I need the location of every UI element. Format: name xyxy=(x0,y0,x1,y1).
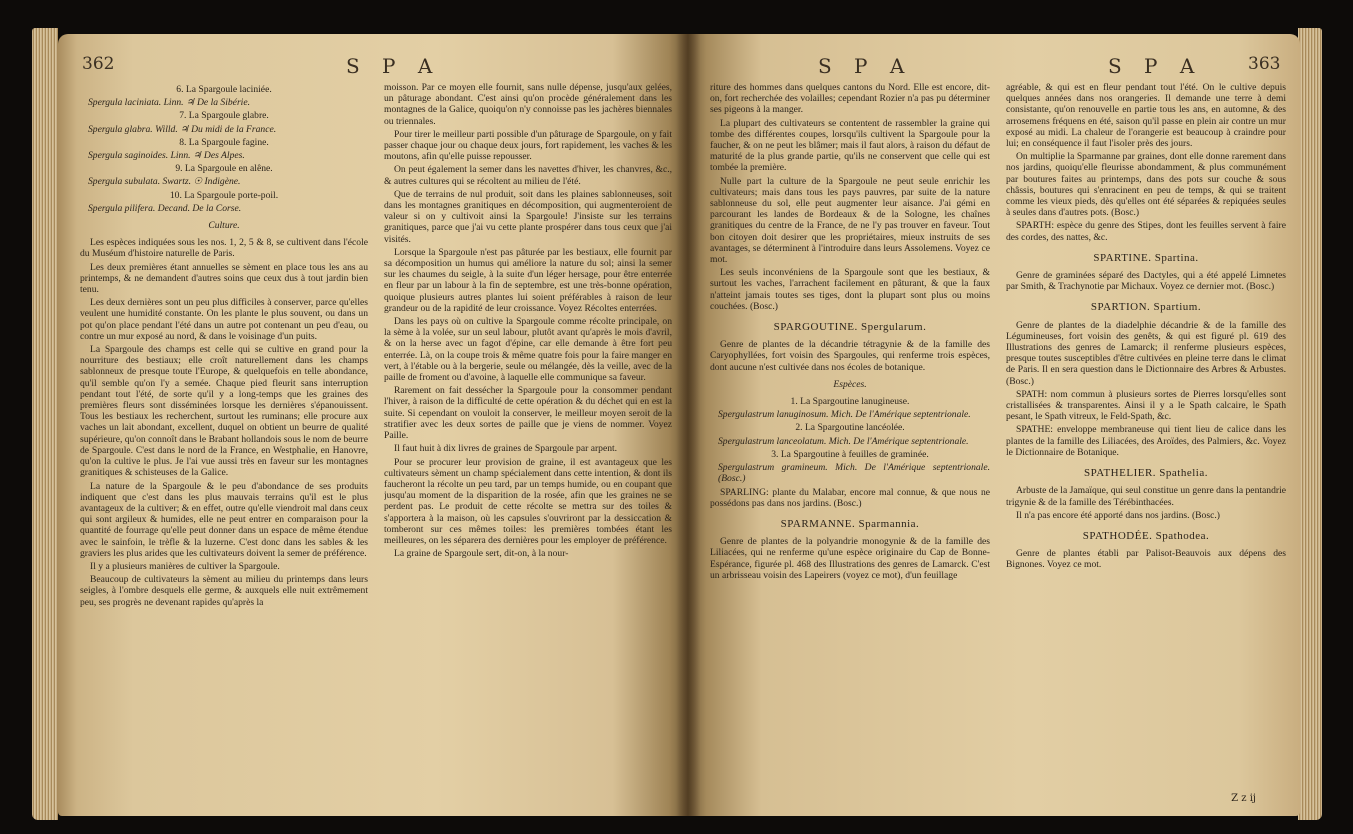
text-paragraph: La graine de Spargoule sert, dit-on, à la nour- xyxy=(394,548,569,560)
text-paragraph: Spergulastrum lanceolatum. Mich. De l'Amérique septentrionale. xyxy=(718,435,969,447)
text-paragraph: SPATH: nom commun à plusieurs sortes de Pierres lorsqu'elles sont cristallisées & transparentes. Ainsi il y a le Spath calcaire, le Spath pesant, le Spath vitreux, le Feld-Spath, &c. xyxy=(1006,388,1286,423)
text-paragraph: Spergula saginoides. Linn. ♃ Des Alpes. xyxy=(88,150,245,162)
text-paragraph: 9. La Spargoule en alêne. xyxy=(175,163,273,175)
text-paragraph: La plupart des cultivateurs se contentent de rassembler la graine qui tombe des différentes coupes, lorsqu'ils cultivent la Spargoule pour la faucher, & on ne peut les blâmer; mais il faut alors, à raison du défaut de maturité de la plus grande partie, qu'ils ne conservent que celle qui est tombée la première. xyxy=(710,117,990,174)
left-page-column-2 xyxy=(384,82,672,794)
text-paragraph: Genre de plantes de la diadelphie décandrie & de la famille des Légumineuses, fort voisin des genêts, & qui est figuré pl. 619 des Illustrations des genres de Lamarck; il renferme plusieurs espèces, presque toutes susceptibles d'être cultivées en pleine terre dans le climat de Paris. Il en sera question dans le Dictionnaire des Arbres & Arbustes. (Bosc.) xyxy=(1006,319,1286,387)
text-paragraph: 1. La Spargoutine lanugineuse. xyxy=(790,396,910,408)
text-paragraph: Les deux dernières sont un peu plus difficiles à conserver, parce qu'elles veulent une humidité constante. On les plante le plus souvent, ou dans un pot qu'on place pendant l'été dans un autre pot contenant un peu d'eau, ou contre un mur exposé au nord, & dans le voisinage d'un puits. xyxy=(80,297,368,342)
running-head-right-b: S P A xyxy=(1108,54,1203,78)
text-paragraph: Les espèces indiquées sous les nos. 1, 2, 5 & 8, se cultivent dans l'école du Muséum d'histoire naturelle de Paris. xyxy=(80,237,368,260)
text-paragraph: Rarement on fait dessécher la Spargoule pour la consommer pendant l'hiver, à raison de la difficulté de cette opération & du déchet qui en est la suite. Si cependant on vouloit la conserver, le meilleur moyen seroit de la stratifier avec les deux sortes de paille que je viens de nommer. Voyez Paille. xyxy=(384,385,672,442)
text-paragraph: Que de terrains de nul produit, soit dans les plaines sablonneuses, soit dans les montagnes granitiques en décomposition, qui augmenteroient de valeur si on y cultivoit ainsi la Spargoule! J'insiste sur les terrains granitiques, parce que j'ai vu cette plante prospérer dans tous ceux que j'ai visités. xyxy=(384,188,672,245)
text-paragraph: 8. La Spargoule fagine. xyxy=(179,136,269,148)
text-paragraph: SPATHE: enveloppe membraneuse qui tient lieu de calice dans les plantes de la famille des Liliacées, des Aroïdes, des Palmiers, &c. Voyez le Dictionnaire de Botanique. xyxy=(1006,424,1286,458)
right-page xyxy=(688,34,1300,816)
text-paragraph: Genre de graminées séparé des Dactyles, qui a été appelé Limnetes par Smith, & Trachynotie par Michaux. Voyez ce dernier mot. (Bosc.) xyxy=(1006,270,1286,293)
page-number-left: 362 xyxy=(82,54,115,74)
text-paragraph: Beaucoup de cultivateurs la sèment au milieu du printemps dans leurs seigles, à l'ombre desquels elle germe, & auxquels elle nuit extrêmement peu, ses progrès ne devenant rapides qu'après la xyxy=(80,574,368,608)
entry-heading: SPARMANNE. Sparmannia. xyxy=(780,517,920,530)
text-paragraph: Spergula pilifera. Decand. De la Corse. xyxy=(88,202,242,214)
text-paragraph: Espèces. xyxy=(833,378,867,390)
left-page-column-1 xyxy=(80,82,368,794)
text-paragraph: 10. La Spargoule porte-poil. xyxy=(169,189,279,201)
text-paragraph: On multiplie la Sparmanne par graines, dont elle donne rarement dans nos jardins, quoiqu'elle fleurisse abondamment, & plus communément par boutures faites au printemps, dans des pots sur couche & sous châssis, boutures qui s'enracinent en peu de temps, & qui se traitent comme les vieux pieds, dès qu'elles ont été séparées & repiquées seules à seules dans d'autres pots. (Bosc.) xyxy=(1006,151,1286,219)
text-paragraph: SPARLING: plante du Malabar, encore mal connue, & que nous ne possédons pas dans nos jardins. (Bosc.) xyxy=(710,486,990,509)
book-gutter xyxy=(676,34,700,816)
page-number-right: 363 xyxy=(1248,54,1281,74)
left-page xyxy=(58,34,688,816)
text-paragraph: On peut également la semer dans les navettes d'hiver, les chanvres, &c., & autres cultures qui se récoltent au milieu de l'été. xyxy=(384,164,672,187)
text-paragraph: Genre de plantes de la polyandrie monogynie & de la famille des Liliacées, qui ne renferme qu'une espèce originaire du Cap de Bonne-Espérance, figurée pl. 468 des Illustrations des genres de Lamarck. C'est un arbrisseau voisin des Lapeirers (voyez ce mot), d'un feuillage xyxy=(710,536,990,581)
entry-heading: SPATHODÉE. Spathodea. xyxy=(1082,529,1210,542)
left-page-edges xyxy=(32,28,58,820)
text-paragraph: Nulle part la culture de la Spargoule ne peut seule enrichir les cultivateurs; mais dans tous les pays pauvres, par suite de la nature sablonneuse du sol, elle peut augmenter leur aisance. J'ai gémi en parcourant les landes de Bordeaux & de la Sologne, les chaînes granitiques du centre de la France, de ne l'y pas trouver en faveur. Tout bon citoyen doit desirer que les propriétaires, mieux instruits de ses avantages, se déterminent à l'introduire dans leurs Assolemens. Voyez ce mot. xyxy=(710,175,990,266)
text-paragraph: Genre de plantes de la décandrie tétragynie & de la famille des Caryophyllées, fort voisin des Spargoules, qui renferme trois espèces, dont aucune n'est cultivée dans nos écoles de botanique. xyxy=(710,339,990,373)
text-paragraph: Culture. xyxy=(208,220,240,232)
text-paragraph: Spergula subulata. Swartz. ☉ Indigène. xyxy=(88,176,241,188)
text-paragraph: 7. La Spargoule glabre. xyxy=(179,110,269,122)
text-paragraph: Arbuste de la Jamaïque, qui seul constitue un genre dans la pentandrie trigynie & de la famille des Térébinthacées. xyxy=(1006,485,1286,508)
right-page-column-2 xyxy=(1006,82,1286,794)
entry-heading: SPARTION. Spartium. xyxy=(1090,301,1202,314)
right-page-column-1 xyxy=(710,82,990,794)
text-paragraph: Genre de plantes établi par Palisot-Beauvois aux dépens des Bignones. Voyez ce mot. xyxy=(1006,548,1286,571)
text-paragraph: Spergulastrum lanuginosum. Mich. De l'Amérique septentrionale. xyxy=(718,409,971,421)
text-paragraph: riture des hommes dans quelques cantons du Nord. Elle est encore, dit-on, fort recherchée des volailles; cependant Rozier n'a pas pu déterminer ses pigeons à la manger. xyxy=(710,82,990,116)
text-paragraph: Il faut huit à dix livres de graines de Spargoule par arpent. xyxy=(394,443,618,455)
running-head-right-a: S P A xyxy=(818,54,913,78)
text-paragraph: Spergula glabra. Willd. ♃ Du midi de la France. xyxy=(88,123,277,135)
text-paragraph: Pour se procurer leur provision de graine, il est avantageux que les cultivateurs sèment un champ spécialement dans cette intention, & dont ils faucheront la récolte un peu tard, par un temps humide, ou en coupant que jusqu'au moment de la disparition de la rosée, afin que les graines ne se perdent pas. Le produit de cette récolte se mettra sur des toiles & s'apportera à la maison, où les capsules s'ouvriront par la dessiccation & tomberont sur ces mêmes toiles: les premières tombées étant les meilleures, on les séparera des dernières pour les employer de préférence. xyxy=(384,456,672,546)
text-paragraph: Il n'a pas encore été apporté dans nos jardins. (Bosc.) xyxy=(1016,509,1220,521)
text-paragraph: Les deux premières étant annuelles se sèment en place tous les ans au printemps, & ne demandent d'autres soins que ceux dus à tout jardin bien tenu. xyxy=(80,261,368,296)
text-paragraph: moisson. Par ce moyen elle fournit, sans nulle dépense, jusqu'aux gelées, un pâturage abondant. C'est ainsi qu'on procède généralement dans les montagnes de la Galice, quoiqu'on n'y connoisse pas les jachères biennales ou triennales. xyxy=(384,82,672,127)
right-page-edges xyxy=(1298,28,1322,820)
text-paragraph: Dans les pays où on cultive la Spargoule comme récolte principale, on la sème à la volée, sur un seul labour, plutôt avant qu'après le mois d'avril, & on la herse avec un fagot d'épine, car elle demande à être fort peu enterrée. Là, on la coupe trois & même quatre fois pour la faire manger en vert, à l'étable ou à la bergerie, seule ou mélangée, dès la veille, avec de la paille de froment ou d'avoine, à laquelle elle communique sa faveur. xyxy=(384,316,672,384)
text-paragraph: La Spargoule des champs est celle qui se cultive en grand pour la nourriture des bestiaux; elle croît naturellement dans les champs sablonneux de presque toute l'Europe, & quelquefois en telle abondance, qu'il semble qu'on l'y a semée. Chaque pied fleurit sans interruption pendant tout l'été, de sorte qu'il y a long-temps que les graines des premières fleurs sont disséminées lorsque les dernières s'épanouissent. Tous les bestiaux les recherchent, surtout les ruminans; elle procure aux vaches un lait abondant, excellent, duquel on obtient un beurre de qualité supérieure, qu'on connoît dans le Brabant hollandois sous le nom de beurre de Spargoule. C'est dans le nord de la France, en Westphalie, en Hanovre, qu'on la cultive le plus. Je l'ai vue aussi très en faveur sur les montagnes granitiques & schisteuses de la Galice. xyxy=(80,344,368,479)
text-paragraph: Les seuls inconvéniens de la Spargoule sont que les bestiaux, & surtout les vaches, l'arrachent facilement en pâturant, & que la faux n'atteint jamais toutes ses tiges, dont la plupart sont plus ou moins couchées. (Bosc.) xyxy=(710,267,990,312)
text-paragraph: SPARTH: espèce du genre des Stipes, dont les feuilles servent à faire des cordes, des nattes, &c. xyxy=(1006,220,1286,243)
text-paragraph: Il y a plusieurs manières de cultiver la Spargoule. xyxy=(90,560,280,572)
signature-mark: Z z ij xyxy=(1231,793,1256,804)
text-paragraph: agréable, & qui est en fleur pendant tout l'été. On le cultive depuis quelques années dans nos orangeries. Il demande une terre à demi consistante, qu'on renouvelle en partie tous les ans, en automne, & des arrosemens fréquens en été, saison qu'il passe en plein air contre un mur exposé au midi. La chaleur de l'orangerie est beaucoup à craindre pour lui; en conséquence il faut l'isoler près des jours. xyxy=(1006,82,1286,150)
text-paragraph: 3. La Spargoutine à feuilles de graminée. xyxy=(771,448,929,460)
text-paragraph: La nature de la Spargoule & le peu d'abondance de ses produits indiquent que c'est dans les plus mauvais terrains qu'il est le plus avantageux de la cultiver; & en effet, outre qu'elle viendroit mal dans ceux qui sont argileux & humides, elle ne peut entrer en comparaison pour la quantité de fourrage qu'elle peut donner dans un espace de même étendue avec le sainfoin, le trèfle & la luzerne. C'est donc dans les sables & les graviers les plus arides que les cultivateurs doivent la semer de préférence. xyxy=(80,480,368,559)
entry-heading: SPARGOUTINE. Spergularum. xyxy=(773,321,927,334)
entry-heading: SPATHELIER. Spathelia. xyxy=(1084,467,1208,480)
entry-heading: SPARTINE. Spartina. xyxy=(1093,251,1199,264)
running-head-left: S P A xyxy=(346,54,441,78)
text-paragraph: Spergulastrum gramineum. Mich. De l'Amérique septentrionale. (Bosc.) xyxy=(718,462,990,485)
text-paragraph: 2. La Spargoutine lancéolée. xyxy=(795,422,905,434)
text-paragraph: Lorsque la Spargoule n'est pas pâturée par les bestiaux, elle fournit par sa décomposition un humus qui améliore la nature du sol; ainsi la semer sur les chaumes du seigle, à la suite d'un léger hersage, pour être enterrée en fleur par un labour à la fin de septembre, est une très-bonne opération, quoique plusieurs autres plantes lui soient préférables à raison de leur grandeur ou de la rapidité de leur croissance. Voyez Récoltes enterrées. xyxy=(384,246,672,314)
text-paragraph: Spergula laciniata. Linn. ♃ De la Sibérie. xyxy=(88,97,250,109)
text-paragraph: Pour tirer le meilleur parti possible d'un pâturage de Spargoule, on y fait passer chaque jour ou chaque deux jours, fort rapidement, les vaches & les moutons, afin qu'elle puisse repousser. xyxy=(384,128,672,163)
text-paragraph: 6. La Spargoule laciniée. xyxy=(176,84,272,95)
